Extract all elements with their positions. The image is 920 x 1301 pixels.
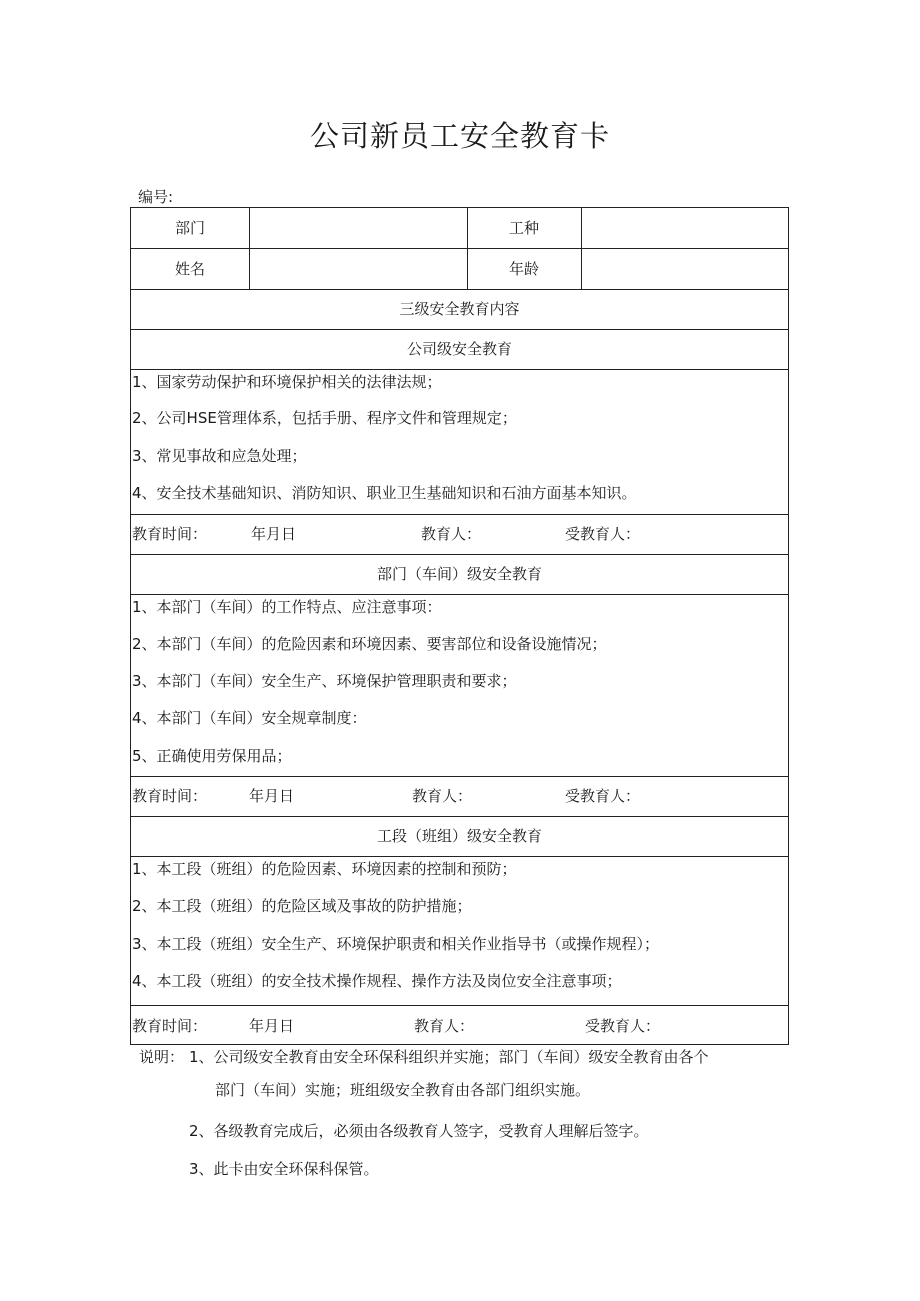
page-title: 公司新员工安全教育卡 [309,119,610,153]
serial-number-label: 编号: [138,188,174,206]
list-item: 2、本部门（车间）的危险因素和环境因素、要害部位和设备设施情况； [132,635,607,653]
date-label: 年月日 [251,525,297,543]
education-time-label: 教育时间： [132,1017,208,1035]
section-heading: 部门（车间）级安全教育 [376,565,542,583]
educator-label: 教育人： [421,525,482,543]
list-item: 3、本部门（车间）安全生产、环境保护管理职责和要求； [132,672,517,690]
list-item: 2、本工段（班组）的危险区域及事故的防护措施； [132,897,472,915]
trainee-label: 受教育人： [585,1017,661,1035]
list-item: 3、常见事故和应急处理； [132,447,307,465]
notes-label: 说明： [139,1048,185,1066]
job-type-label: 工种 [508,219,539,237]
note-item: 2、各级教育完成后，必须由各级教育人签字，受教育人理解后签字。 [189,1122,649,1140]
department-label: 部门 [174,219,205,237]
education-time-label: 教育时间： [132,787,208,805]
education-time-label: 教育时间： [132,525,208,543]
list-item: 2、公司HSE管理体系，包括手册、程序文件和管理规定； [132,409,517,427]
age-label: 年龄 [508,260,539,278]
educator-label: 教育人： [412,787,473,805]
list-item: 4、本工段（班组）的安全技术操作规程、操作方法及岗位安全注意事项； [132,972,622,990]
note-item: 3、此卡由安全环保科保管。 [189,1160,379,1178]
trainee-label: 受教育人： [565,525,641,543]
list-item: 4、安全技术基础知识、消防知识、职业卫生基础知识和石油方面基本知识。 [132,484,637,502]
trainee-label: 受教育人： [565,787,641,805]
education-card [130,207,789,1045]
list-item: 5、正确使用劳保用品； [132,747,292,765]
name-label: 姓名 [174,260,205,278]
note-item: 部门（车间）实施；班组级安全教育由各部门组织实施。 [215,1081,591,1099]
content-heading: 三级安全教育内容 [399,300,520,318]
list-item: 1、国家劳动保护和环境保护相关的法律法规； [132,373,442,391]
list-item: 1、本部门（车间）的工作特点、应注意事项： [132,598,442,616]
educator-label: 教育人： [414,1017,475,1035]
list-item: 1、本工段（班组）的危险因素、环境因素的控制和预防； [132,860,517,878]
section-heading: 公司级安全教育 [406,340,512,358]
date-label: 年月日 [249,787,295,805]
note-item: 1、公司级安全教育由安全环保科组织并实施；部门（车间）级安全教育由各个 [189,1048,709,1066]
date-label: 年月日 [249,1017,295,1035]
list-item: 4、本部门（车间）安全规章制度： [132,709,367,727]
list-item: 3、本工段（班组）安全生产、环境保护职责和相关作业指导书（或操作规程）； [132,935,660,953]
section-heading: 工段（班组）级安全教育 [376,827,542,845]
